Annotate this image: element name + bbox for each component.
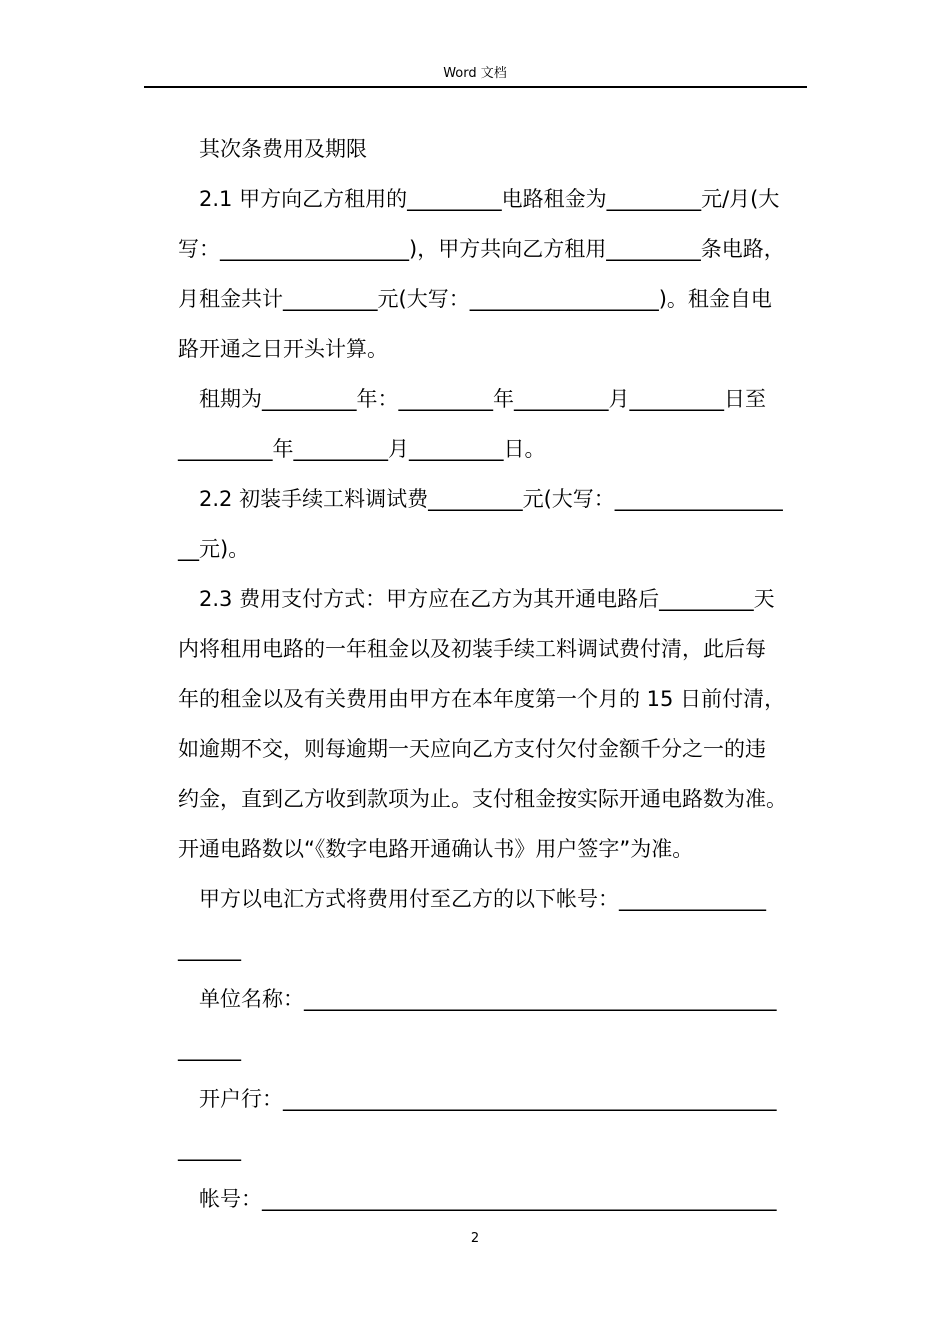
paragraph-line: ______ [178, 1037, 241, 1061]
paragraph-line: 内将租用电路的一年租金以及初装手续工料调试费付清，此后每 [178, 637, 766, 661]
paragraph-line: ______ [178, 937, 241, 961]
paragraph-line: 开户行：_______________________________________________ [199, 1087, 777, 1111]
header-divider [144, 86, 807, 88]
page-number: 2 [470, 1231, 480, 1246]
paragraph-line: 路开通之日开头计算。 [178, 337, 388, 361]
document-body [178, 124, 810, 1224]
paragraph-line: 如逾期不交，则每逾期一天应向乙方支付欠付金额千分之一的违 [178, 737, 766, 761]
paragraph-line: 2.3 费用支付方式：甲方应在乙方为其开通电路后_________天 [199, 587, 775, 611]
paragraph-line: _________年_________月_________日。 [178, 437, 546, 461]
paragraph-line: 写：__________________)，甲方共向乙方租用_________条电路， [178, 237, 785, 261]
paragraph-line: ______ [178, 1137, 241, 1161]
paragraph-line: 租期为_________年：_________年_________月_________日至 [199, 387, 766, 411]
page-header: Word 文档 [443, 66, 507, 81]
paragraph-line: 年的租金以及有关费用由甲方在本年度第一个月的 15 日前付清， [178, 687, 786, 711]
paragraph-line: 月租金共计_________元(大写：__________________)。租金自电 [178, 287, 772, 311]
paragraph-line: 帐号：_________________________________________________ [199, 1187, 777, 1211]
paragraph-line: 2.2 初装手续工料调试费_________元(大写：________________ [199, 487, 783, 511]
paragraph-line: __元)。 [178, 537, 250, 561]
paragraph-line: 约金，直到乙方收到款项为止。支付租金按实际开通电路数为准。 [178, 787, 787, 811]
paragraph-line: 开通电路数以“《数字电路开通确认书》用户签字”为准。 [178, 837, 694, 861]
section-heading: 其次条费用及期限 [199, 137, 367, 161]
paragraph-line: 单位名称：_____________________________________________ [199, 987, 777, 1011]
paragraph-line: 甲方以电汇方式将费用付至乙方的以下帐号：______________ [199, 887, 766, 911]
paragraph-line: 2.1 甲方向乙方租用的_________电路租金为_________元/月(大 [199, 187, 780, 211]
